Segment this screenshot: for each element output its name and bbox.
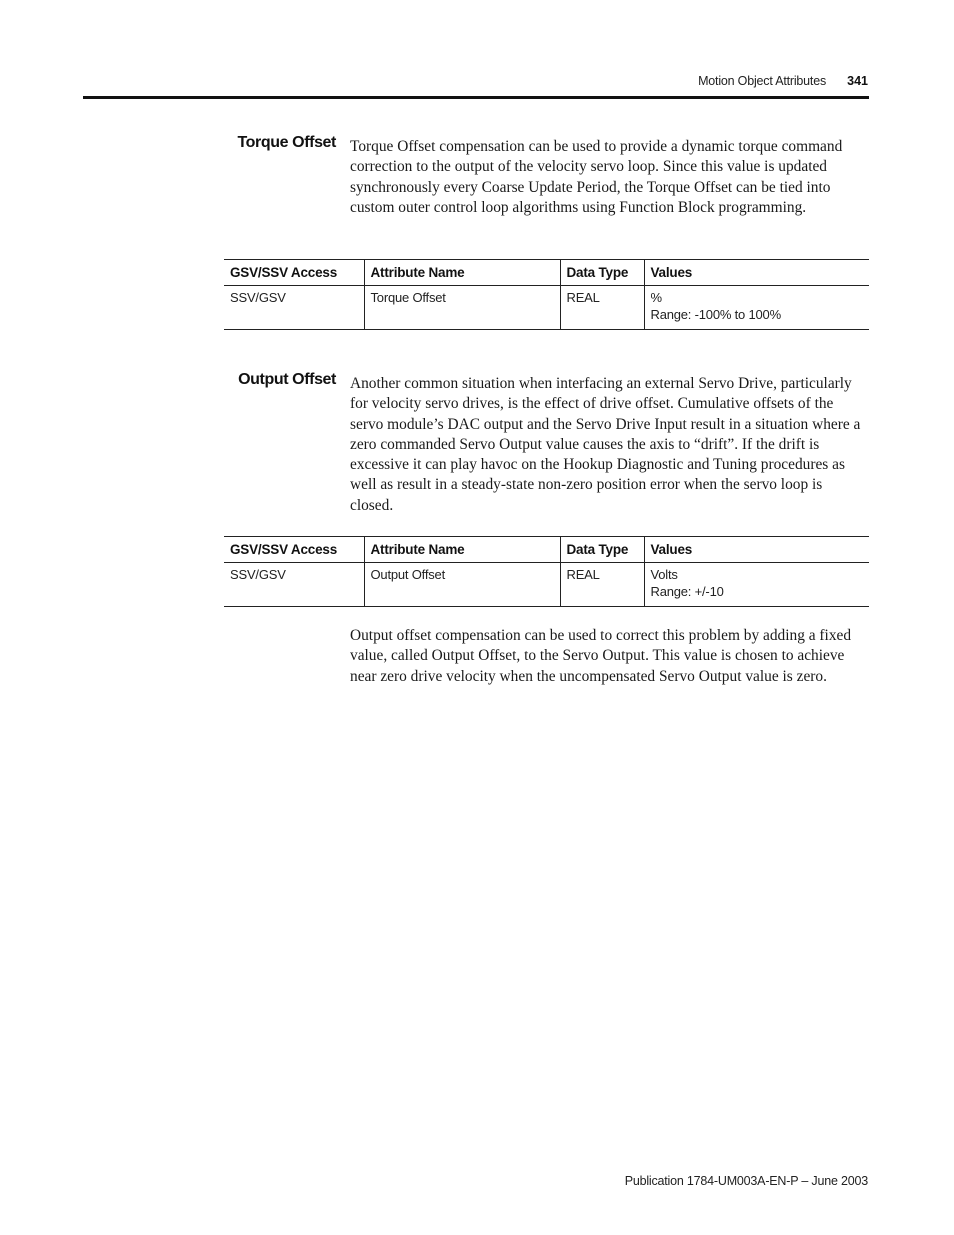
running-header-title: Motion Object Attributes	[698, 74, 826, 88]
column-header: GSV/SSV Access	[224, 260, 364, 286]
cell-values	[644, 563, 869, 607]
header-rule	[83, 96, 869, 99]
column-header: Values	[644, 537, 869, 563]
section-paragraph: Torque Offset compensation can be used to provide a dynamic torque command correction to the output of the velocity servo loop. Since this value is updated synchronously every Coarse Update Period, the Torque Offset can be tied into custom outer control loop algorithms using Function Block programming.	[350, 138, 843, 216]
cell-access: SSV/GSV	[224, 563, 364, 607]
column-header: Values	[644, 260, 869, 286]
column-header: Attribute Name	[364, 260, 560, 286]
column-header: Data Type	[560, 537, 644, 563]
page-header	[0, 0, 954, 100]
cell-access: SSV/GSV	[224, 286, 364, 330]
column-header: Attribute Name	[364, 537, 560, 563]
section-heading: Output Offset	[238, 371, 336, 388]
attribute-table	[224, 259, 869, 330]
table-row	[224, 286, 869, 330]
table-header-row	[224, 537, 869, 563]
cell-values	[644, 286, 869, 330]
table-row	[224, 563, 869, 607]
cell-attribute-name: Torque Offset	[364, 286, 560, 330]
column-header: Data Type	[560, 260, 644, 286]
column-header: GSV/SSV Access	[224, 537, 364, 563]
publication-footer: Publication 1784-UM003A-EN-P – June 2003	[624, 1174, 868, 1188]
table-header-row	[224, 260, 869, 286]
followup-paragraph: Output offset compensation can be used to correct this problem by adding a fixed value, called Output Offset, to the Servo Output. This value is chosen to achieve near zero drive velocity when the uncompensated Servo Output value is zero.	[350, 627, 852, 685]
value-range: Range: +/-10	[650, 584, 724, 599]
section-paragraph: Another common situation when interfacing an external Servo Drive, particularly for velocity servo drives, is the effect of drive offset. Cumulative offsets of the servo module’s DAC output and the Servo Drive Input result in a situation where a zero commanded Servo Output value causes the axis to “drift”. If the drift is excessive it can play havoc on the Hookup Diagnostic and Tuning procedures as well as result in a steady-state non-zero position error when the servo loop is closed.	[350, 375, 861, 514]
value-range: Range: -100% to 100%	[650, 307, 781, 322]
attribute-table	[224, 536, 869, 607]
value-unit: %	[650, 290, 662, 305]
cell-data-type: REAL	[560, 286, 644, 330]
cell-attribute-name: Output Offset	[364, 563, 560, 607]
page-number: 341	[847, 74, 868, 88]
section-heading: Torque Offset	[237, 134, 336, 151]
cell-data-type: REAL	[560, 563, 644, 607]
value-unit: Volts	[650, 567, 678, 582]
